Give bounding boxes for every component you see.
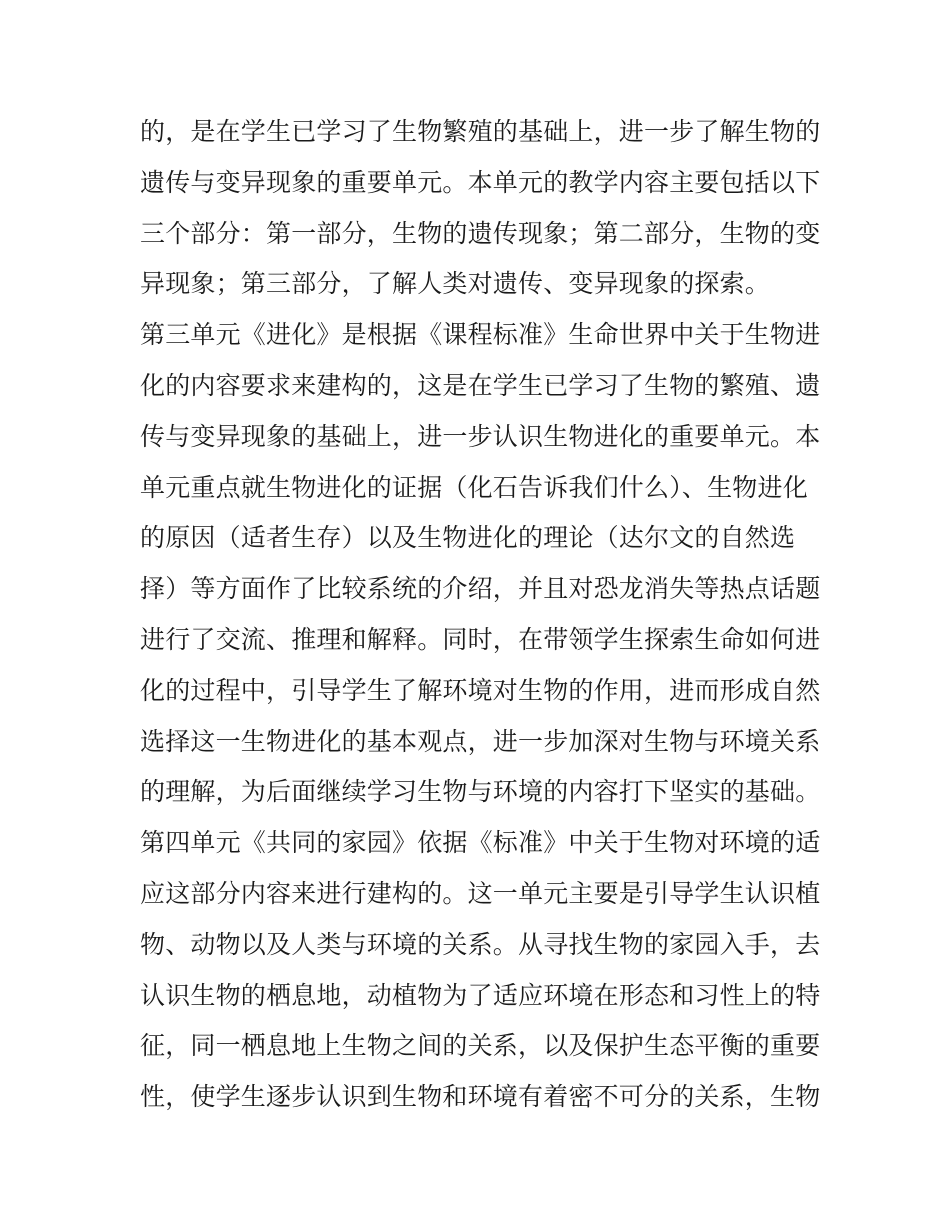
text-line: 单元重点就生物进化的证据（化石告诉我们什么）、生物进化 xyxy=(140,472,808,502)
text-line: 传与变异现象的基础上，进一步认识生物进化的重要单元。本 xyxy=(140,421,821,451)
text-line: 化的过程中，引导学生了解环境对生物的作用，进而形成自然 xyxy=(140,675,821,705)
text-line: 进行了交流、推理和解释。同时，在带领学生探索生命如何进 xyxy=(140,624,821,654)
text-line: 的原因（适者生存）以及生物进化的理论（达尔文的自然选 xyxy=(140,523,796,553)
text-line: 的，是在学生已学习了生物繁殖的基础上，进一步了解生物的 xyxy=(140,117,821,146)
text-line: 应这部分内容来进行建构的。这一单元主要是引导学生认识植 xyxy=(140,878,821,908)
text-line: 选择这一生物进化的基本观点，进一步加深对生物与环境关系 xyxy=(140,726,821,756)
text-line: 认识生物的栖息地，动植物为了适应环境在形态和习性上的特 xyxy=(140,980,821,1010)
text-line: 物、动物以及人类与环境的关系。从寻找生物的家园入手，去 xyxy=(140,929,821,959)
text-line: 的理解，为后面继续学习生物与环境的内容打下坚实的基础。 xyxy=(140,777,821,807)
text-line: 异现象；第三部分，了解人类对遗传、变异现象的探索。 xyxy=(140,269,771,299)
text-line: 择）等方面作了比较系统的介绍，并且对恐龙消失等热点话题 xyxy=(140,574,821,604)
text-line: 征，同一栖息地上生物之间的关系，以及保护生态平衡的重要 xyxy=(140,1031,821,1061)
text-line: 化的内容要求来建构的，这是在学生已学习了生物的繁殖、遗 xyxy=(140,370,821,400)
body-text xyxy=(140,107,820,1123)
text-line: 三个部分：第一部分，生物的遗传现象；第二部分，生物的变 xyxy=(140,218,821,248)
text-line: 第四单元《共同的家园》依据《标准》中关于生物对环境的适 xyxy=(140,828,821,858)
text-line: 遗传与变异现象的重要单元。本单元的教学内容主要包括以下 xyxy=(140,167,821,197)
text-line: 性，使学生逐步认识到生物和环境有着密不可分的关系，生物 xyxy=(140,1082,821,1112)
text-line: 第三单元《进化》是根据《课程标准》生命世界中关于生物进 xyxy=(140,320,821,350)
